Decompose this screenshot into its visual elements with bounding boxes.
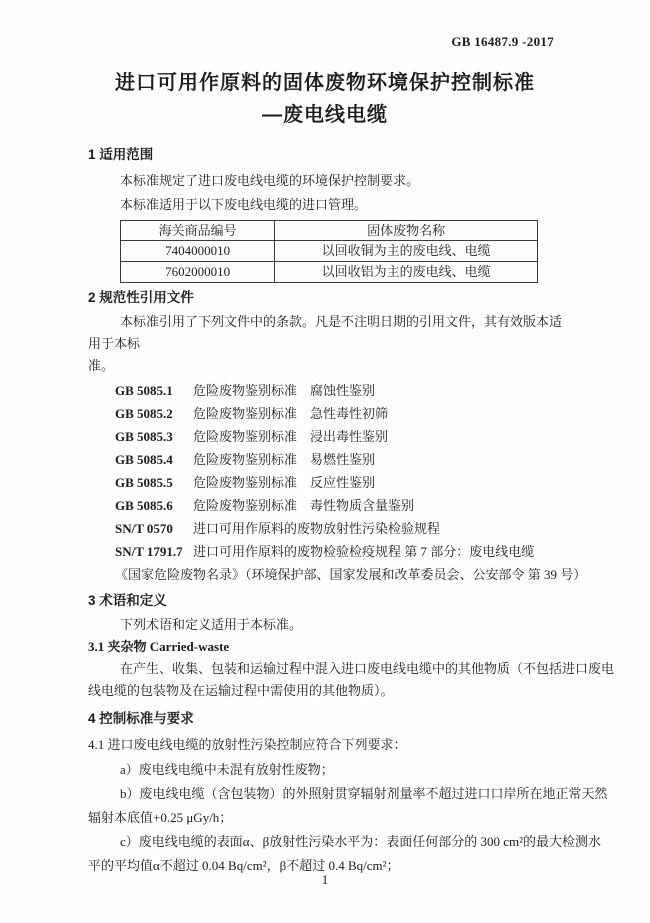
reference-code: GB 5085.1	[115, 383, 173, 398]
reference-item	[115, 563, 587, 586]
section-2-intro-line1: 本标准引用了下列文件中的条款。凡是不注明日期的引用文件，其有效版本适用于本标	[88, 314, 563, 351]
reference-title: 进口可用作原料的废物检验检疫规程 第 7 部分：废电线电缆	[193, 544, 535, 559]
reference-code: GB 5085.4	[115, 452, 173, 467]
clause-4-1-item-c-line1: c）废电线电缆的表面α、β放射性污染水平为：表面任何部分的 300 cm²的最大检测水	[120, 834, 601, 849]
reference-item	[115, 402, 562, 425]
reference-title: 危险废物鉴别标准 急性毒性初筛	[193, 406, 389, 421]
definition-line1: 在产生、收集、包装和运输过程中混入进口废电线电缆中的其他物质（不包括进口废电	[120, 661, 615, 676]
reference-item	[115, 471, 562, 494]
reference-code: GB 5085.3	[115, 429, 173, 444]
table-cell-code: 7404000010	[121, 241, 275, 262]
section-2-heading: 2 规范性引用文件	[88, 290, 194, 305]
reference-item	[115, 448, 562, 471]
table-cell-name: 以回收铝为主的废电线、电缆	[275, 262, 538, 283]
reference-code: GB 5085.6	[115, 498, 173, 513]
definition-line2: 线电缆的包装物及在运输过程中需使用的其他物质）。	[88, 683, 394, 698]
reference-item	[115, 425, 562, 448]
reference-code: SN/T 0570	[115, 521, 173, 536]
reference-title: 危险废物鉴别标准 浸出毒性鉴别	[193, 429, 389, 444]
table-cell-name: 以回收铜为主的废电线、电缆	[275, 241, 538, 262]
reference-title: 危险废物鉴别标准 腐蚀性鉴别	[193, 383, 376, 398]
section-3-heading: 3 术语和定义	[88, 593, 167, 608]
table-header-row	[121, 221, 538, 241]
clause-4-1-item-c-line2: 平的平均值α不超过 0.04 Bq/cm²，β不超过 0.4 Bq/cm²；	[88, 858, 400, 873]
document-title-line2: —废电线电缆	[262, 104, 388, 126]
reference-item	[115, 517, 562, 540]
document-content	[0, 68, 650, 878]
reference-code: GB 5085.2	[115, 406, 173, 421]
section-2-intro-line2: 准。	[88, 358, 115, 373]
clause-4-1-item-b-line1: b）废电线电缆（含包装物）的外照射贯穿辐射剂量率不超过进口口岸所在地正常天然	[120, 786, 608, 801]
reference-title: 危险废物鉴别标准 易燃性鉴别	[193, 452, 376, 467]
reference-title: 危险废物鉴别标准 反应性鉴别	[193, 475, 376, 490]
reference-item	[115, 379, 562, 402]
table-row	[121, 262, 538, 283]
clause-4-1-item-b-line2: 辐射本底值+0.25 μGy/h；	[88, 810, 233, 825]
reference-item	[115, 494, 562, 517]
reference-title: 进口可用作原料的废物放射性污染检验规程	[193, 521, 441, 536]
customs-codes-table	[120, 220, 538, 283]
standard-number: GB 16487.9 -2017	[451, 34, 554, 49]
reference-title: 《国家危险废物名录》（环境保护部、国家发展和改革委员会、公安部令 第 39 号）	[115, 567, 587, 582]
table-cell-code: 7602000010	[121, 262, 275, 283]
section-3-1-heading: 3.1 夹杂物 Carried-waste	[88, 639, 230, 654]
reference-code: GB 5085.5	[115, 475, 173, 490]
table-row	[121, 241, 538, 262]
table-header-waste-name: 固体废物名称	[275, 221, 538, 241]
section-1-paragraph-2: 本标准适用于以下废电线电缆的进口管理。	[120, 197, 368, 212]
section-1-heading: 1 适用范围	[88, 147, 154, 162]
section-1-paragraph-1: 本标准规定了进口废电线电缆的环境保护控制要求。	[120, 173, 420, 188]
reference-item	[115, 540, 562, 563]
page-number: 1	[321, 872, 329, 887]
table-header-customs-code: 海关商品编号	[121, 221, 275, 241]
document-title-line1: 进口可用作原料的固体废物环境保护控制标准	[115, 72, 535, 94]
reference-title: 危险废物鉴别标准 毒性物质含量鉴别	[193, 498, 415, 513]
reference-code: SN/T 1791.7	[115, 544, 183, 559]
section-3-intro: 下列术语和定义适用于本标准。	[120, 617, 303, 632]
clause-4-1: 4.1 进口废电线电缆的放射性污染控制应符合下列要求：	[88, 737, 407, 752]
section-4-heading: 4 控制标准与要求	[88, 711, 194, 726]
clause-4-1-item-a: a）废电线电缆中未混有放射性废物；	[120, 762, 334, 777]
normative-references-list	[115, 379, 587, 586]
